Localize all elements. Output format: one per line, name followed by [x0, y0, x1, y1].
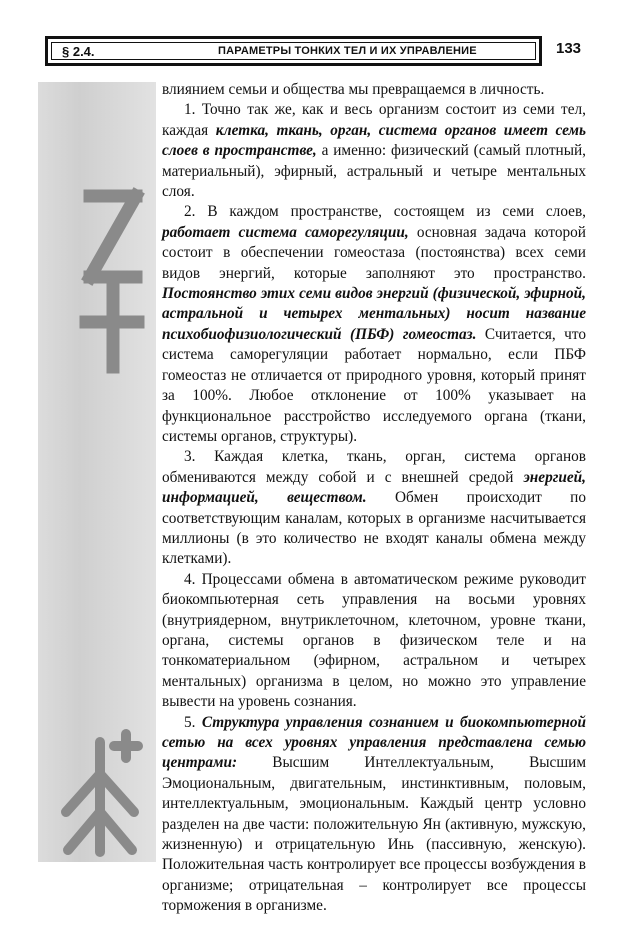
chapter-title: ПАРАМЕТРЫ ТОНКИХ ТЕЛ И ИХ УПРАВЛЕНИЕ: [218, 45, 477, 57]
body-text: [162, 80, 586, 917]
decorative-margin-strip: [38, 82, 156, 862]
paragraph-text: 1. Точно так же, как и весь организм состоит из семи тел, каждая: [162, 101, 586, 139]
paragraph-text: Обмен происходит по соответствующим каналам, которых в организме насчитывается миллионы (в это количество не входят каналы обмена между клетками).: [162, 489, 587, 568]
paragraph-text: 2. В каждом пространстве, состоящем из семи слоев,: [184, 203, 586, 221]
paragraph-text: Считается, что система саморегуляции работает нормально, если ПБФ гомеостаз не отличается от природного уровня, который принят за 100%. Любое отклонение от 100% указывает на функциональное расстройство исследуемого органа (ткани, системы органов, структуры).: [162, 325, 586, 445]
paragraph: [162, 80, 586, 100]
paragraph-text: 4. Процессами обмена в автоматическом режиме руководит биокомпьютерная сеть управления на восьми уровнях (внутриядерном, внутриклеточном, клеточном, уровне ткани, органа, системы органов в физическом теле и на тонкоматериальном (эфирном, астральном и четырех ментальных) организма в целом, но можно это управление вывести на уровень сознания.: [162, 570, 586, 711]
emphasis-text: энергией, информацией, веществом.: [162, 468, 586, 507]
paragraph-text: 3. Каждая клетка, ткань, орган, система органов обмениваются между собой и с внешней средой: [162, 448, 586, 486]
emphasis-text: Структура управления сознанием и биокомпьютерной сетью на всех уровнях управления представлена семью центрами:: [162, 713, 586, 772]
rune-symbol-bottom-icon: [38, 722, 156, 862]
paragraph: [162, 713, 586, 917]
emphasis-text: работает система саморегуляции,: [162, 223, 409, 241]
emphasis-text: Постоянство этих семи видов энергий (физической, эфирной, астральной и четырех ментальных) носит название психобиофизиологический (ПБФ) гомеостаз.: [162, 285, 586, 343]
rune-symbol-top-icon: [38, 182, 156, 382]
paragraph-text: 5.: [184, 713, 202, 731]
page-number: 133: [556, 40, 582, 57]
paragraph-text: влиянием семьи и общества мы превращаемся в личность.: [162, 81, 545, 98]
emphasis-text: клетка, ткань, орган, система органов имеет семь слоев в пространстве,: [162, 121, 586, 160]
running-header: [45, 36, 542, 66]
paragraph-text: Высшим Интеллектуальным, Высшим Эмоциональным, двигательным, инстинктивным, половым, интеллектуальным, эмоциональным. Каждый центр условно разделен на две части: положительную Ян (активную, мужскую, жизненную) и отрицательную Инь (пассивную, женскую). Положительная часть контролирует все процессы возбуждения в организме; отрицательная – контролирует все процессы торможения в организме.: [162, 754, 586, 915]
paragraph: [162, 447, 586, 569]
paragraph-text: а именно: физический (самый плотный, материальный), эфирный, астральный и четыре ментальных слоя.: [162, 142, 586, 201]
paragraph: [162, 202, 586, 447]
paragraph: [162, 100, 586, 202]
section-number: § 2.4.: [62, 44, 95, 59]
paragraph-text: основная задача которой состоит в обеспечении гомеостаза (постоянства) всех семи видов энергий, которые заполняют это пространство.: [162, 223, 586, 282]
paragraph: [162, 570, 586, 713]
